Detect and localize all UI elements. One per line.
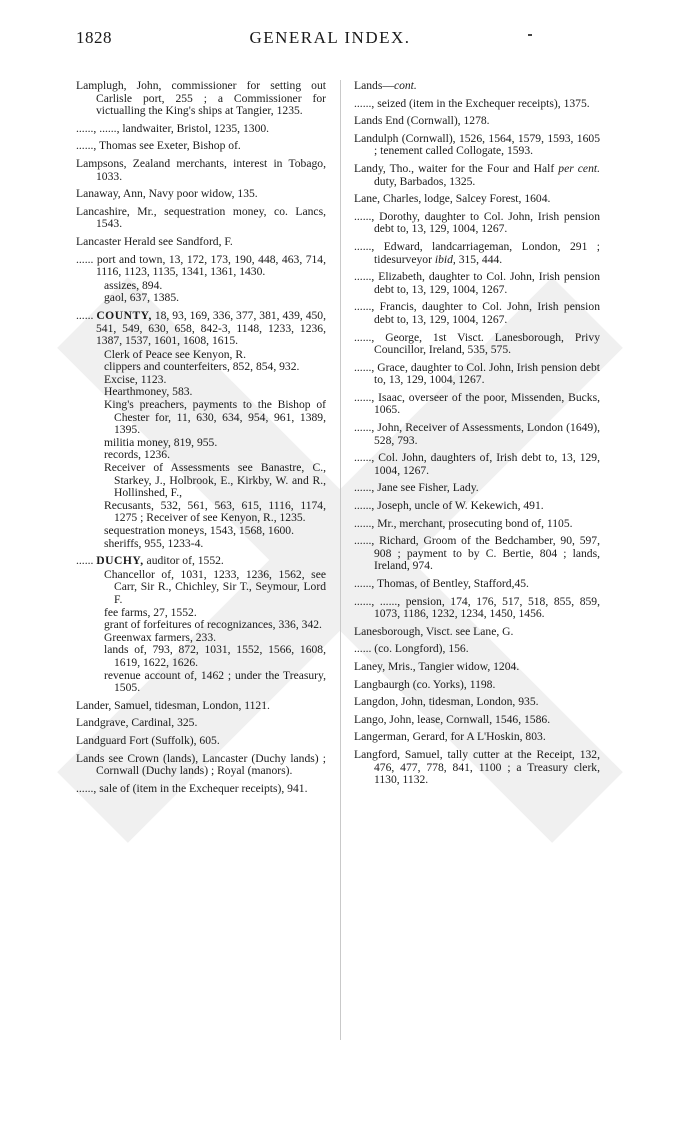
index-entry: [354, 163, 600, 188]
index-entry: Lane, Charles, lodge, Salcey Forest, 1604.: [354, 192, 551, 206]
index-subentry: grant of forfeitures of recognizances, 336, 342.: [104, 618, 322, 632]
entry-italic: ibid,: [434, 252, 456, 266]
index-entry: Lancaster Herald see Sandford, F.: [76, 234, 233, 248]
index-entry: ......, John, Receiver of Assessments, London (1649), 528, 793.: [354, 421, 600, 447]
index-entry: ......, Richard, Groom of the Bedchamber, 90, 597, 908 ; payment to by C. Bertie, 804 ; lands, Ireland, 974.: [354, 534, 600, 573]
print-mark: [528, 34, 532, 36]
entry-text: Landy, Tho., waiter for the Four and Half: [354, 161, 555, 175]
index-column-right: [354, 80, 600, 792]
index-entry-county: [76, 310, 326, 348]
index-subentry: clippers and counterfeiters, 852, 854, 932.: [104, 360, 300, 374]
index-subentry: revenue account of, 1462 ; under the Treasury, 1505.: [104, 668, 326, 695]
index-entry: Lands see Crown (lands), Lancaster (Duchy lands) ; Cornwall (Duchy lands) ; Royal (manors).: [76, 751, 326, 778]
index-entry: ......, Mr., merchant, prosecuting bond of, 1105.: [354, 516, 573, 530]
index-subentry: fee farms, 27, 1552.: [104, 605, 197, 619]
index-subentry: Excise, 1123.: [104, 372, 167, 386]
index-entry: ......, ......, landwaiter, Bristol, 1235, 1300.: [76, 121, 270, 135]
entry-heading: COUNTY,: [96, 308, 152, 322]
index-subentry: gaol, 637, 1385.: [104, 291, 180, 305]
index-subentry: militia money, 819, 955.: [104, 435, 218, 449]
index-entry: Langdon, John, tidesman, London, 935.: [354, 695, 539, 709]
index-entry: ......, Jane see Fisher, Lady.: [354, 481, 479, 495]
index-subentry: King's preachers, payments to the Bishop of Chester for, 11, 630, 634, 954, 961, 1389, 1395.: [104, 398, 326, 437]
index-subentry: Chancellor of, 1031, 1233, 1236, 1562, see Carr, Sir R., Chichley, Sir T., Seymour, Lord F.: [104, 567, 326, 606]
index-subentry: records, 1236.: [104, 448, 171, 462]
index-entry: Lampsons, Zealand merchants, interest in Tobago, 1033.: [76, 156, 326, 183]
index-entry: Laney, Mris., Tangier widow, 1204.: [354, 659, 520, 673]
index-entry: ......, Thomas, of Bentley, Stafford,45.: [354, 577, 529, 590]
index-subentry: Recusants, 532, 561, 563, 615, 1116, 1174, 1275 ; Receiver of see Kenyon, R., 1235.: [104, 498, 326, 525]
entry-text: duty, Barbados, 1325.: [374, 174, 476, 188]
page-header: [76, 28, 584, 54]
entry-italic: per cent.: [558, 161, 600, 175]
index-subentry: Receiver of Assessments see Banastre, C., Starkey, J., Holbrook, E., Kirkby, W. and R., Hollinshed, F.,: [104, 461, 326, 500]
index-entry: Langford, Samuel, tally cutter at the Receipt, 132, 476, 477, 778, 841, 1100 ; a Treasury clerk, 1130, 1132.: [354, 747, 600, 787]
index-entry: ......, Isaac, overseer of the poor, Missenden, Bucks, 1065.: [354, 390, 600, 417]
running-title: GENERAL INDEX.: [249, 28, 411, 47]
index-entry: Lango, John, lease, Cornwall, 1546, 1586.: [354, 712, 551, 726]
index-subentry: Hearthmoney, 583.: [104, 385, 193, 399]
index-entry: Langbaurgh (co. Yorks), 1198.: [354, 677, 496, 691]
entry-text: ......, Edward, landcarriageman, London, 291 ; tidesurveyor: [354, 239, 600, 266]
index-subentry: sequestration moneys, 1543, 1568, 1600.: [104, 524, 294, 537]
entry-text: 18, 93, 169, 336, 377, 381, 439, 450, 541, 549, 630, 658, 842-3, 1148, 1233, 1236, 1387, 1537, 1601, 1608, 1615.: [96, 308, 326, 348]
index-entry: ...... (co. Longford), 156.: [354, 642, 469, 656]
index-entry: Lanesborough, Visct. see Lane, G.: [354, 624, 514, 638]
index-entry-continued: [354, 80, 600, 93]
index-entry: Lander, Samuel, tidesman, London, 1121.: [76, 698, 270, 712]
entry-prefix: ......: [76, 308, 94, 322]
index-subentry: sheriffs, 955, 1233-4.: [104, 536, 204, 550]
index-subentry: lands of, 793, 872, 1031, 1552, 1566, 1608, 1619, 1622, 1626.: [104, 643, 326, 669]
index-entry: Landulph (Cornwall), 1526, 1564, 1579, 1593, 1605 ; tenement called Collogate, 1593.: [354, 131, 600, 158]
index-column-left: [76, 80, 326, 800]
index-entry: Lancashire, Mr., sequestration money, co. Lancs, 1543.: [76, 204, 326, 231]
index-entry: ......, Grace, daughter to Col. John, Irish pension debt to, 13, 129, 1004, 1267.: [354, 360, 600, 387]
index-entry: ......, Elizabeth, daughter to Col. John, Irish pension debt to, 13, 129, 1004, 1267.: [354, 270, 600, 296]
index-subentry: assizes, 894.: [104, 278, 163, 292]
index-entry: ......, Francis, daughter to Col. John, Irish pension debt to, 13, 129, 1004, 1267.: [354, 300, 600, 326]
index-entry: Landguard Fort (Suffolk), 605.: [76, 733, 220, 747]
index-entry: ...... port and town, 13, 172, 173, 190, 448, 463, 714, 1116, 1123, 1135, 1341, 1361, 1430.: [76, 252, 326, 279]
entry-text: Lands—: [354, 79, 394, 92]
index-entry: ......, Dorothy, daughter to Col. John, Irish pension debt to, 13, 129, 1004, 1267.: [354, 209, 600, 236]
index-entry: ......, Joseph, uncle of W. Kekewich, 491.: [354, 499, 544, 513]
index-entry: [354, 241, 600, 266]
entry-italic: cont.: [393, 79, 417, 92]
entry-heading: DUCHY,: [96, 554, 144, 568]
index-entry: Langerman, Gerard, for A L'Hoskin, 803.: [354, 730, 546, 744]
index-entry: Lanaway, Ann, Navy poor widow, 135.: [76, 187, 258, 201]
index-entry: Landgrave, Cardinal, 325.: [76, 716, 198, 730]
index-entry: Lands End (Cornwall), 1278.: [354, 114, 490, 128]
entry-text: 315, 444.: [458, 252, 503, 266]
entry-text: auditor of, 1552.: [146, 554, 224, 568]
index-entry: ......, George, 1st Visct. Lanesborough, Privy Councillor, Ireland, 535, 575.: [354, 330, 600, 357]
index-entry: ......, Thomas see Exeter, Bishop of.: [76, 139, 241, 153]
index-entry: Lamplugh, John, commissioner for setting out Carlisle port, 255 ; a Commissioner for victualling the King's ships at Tangier, 1235.: [76, 79, 326, 118]
index-entry: ......, ......, pension, 174, 176, 517, 518, 855, 859, 1073, 1186, 1232, 1234, 1450, 1456.: [354, 594, 600, 621]
page-number: 1828: [76, 28, 112, 47]
entry-prefix: ......: [76, 554, 94, 568]
column-divider: [340, 80, 341, 1040]
index-entry: ......, sale of (item in the Exchequer receipts), 941.: [76, 781, 308, 795]
index-entry: ......, Col. John, daughters of, Irish debt to, 13, 129, 1004, 1267.: [354, 451, 600, 477]
index-subentry: Greenwax farmers, 233.: [104, 630, 217, 644]
index-subentry: Clerk of Peace see Kenyon, R.: [104, 347, 246, 361]
index-entry-duchy: [76, 555, 326, 568]
index-entry: ......, seized (item in the Exchequer receipts), 1375.: [354, 96, 590, 110]
